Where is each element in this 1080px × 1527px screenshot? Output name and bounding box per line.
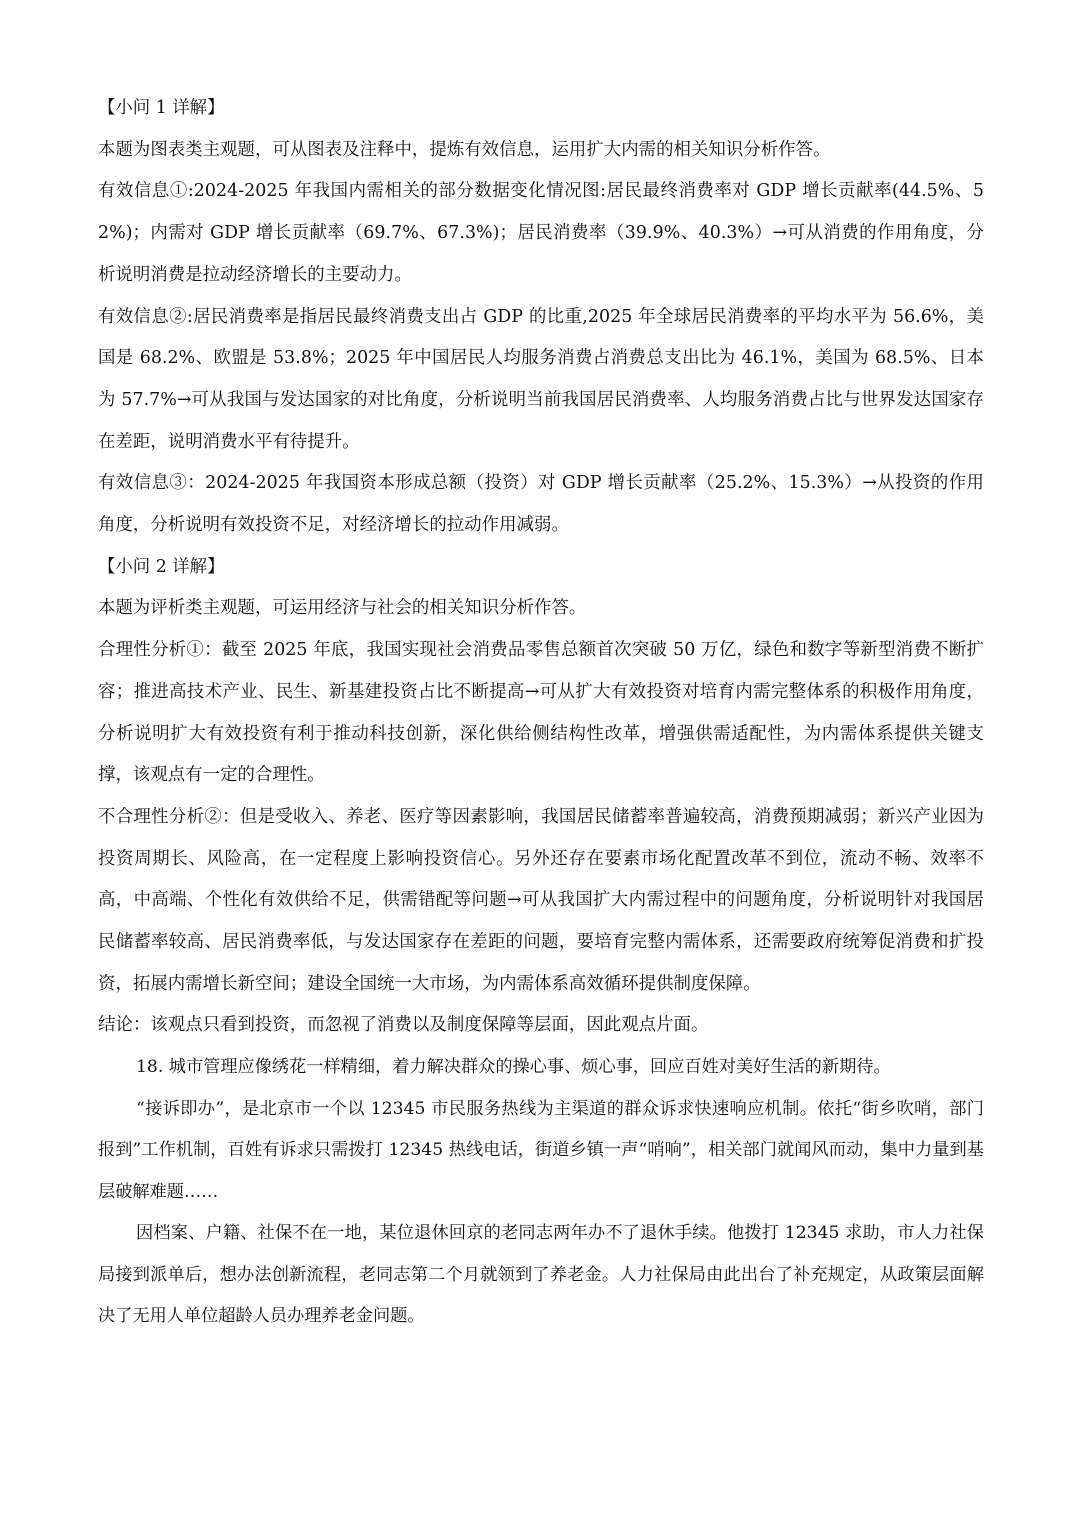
conclusion: 结论：该观点只看到投资，而忽视了消费以及制度保障等层面，因此观点片面。 [98, 1015, 709, 1036]
valid-info-1: 有效信息①:2024-2025 年我国内需相关的部分数据变化情况图:居民最终消费率对 GDP 增长贡献率(44.5%、52%)；内需对 GDP 增长贡献率（69.7%、67.3%)；居民消费率（39.9%、40.3%）→可从消费的作用角度，分析说明消费是拉动经济增长的主要动力。 [98, 181, 984, 285]
sub-question-2-heading: 【小问 2 详解】 [98, 556, 225, 577]
question-18-intro: 18. 城市管理应像绣花一样精细，着力解决群众的操心事、烦心事，回应百姓对美好生活的新期待。 [136, 1057, 891, 1078]
reasonable-analysis: 合理性分析①：截至 2025 年底，我国实现社会消费品零售总额首次突破 50 万亿，绿色和数字等新型消费不断扩容；推进高技术产业、民生、新基建投资占比不断提高→可从扩大有效投资对培育内需完整体系的积极作用角度，分析说明扩大有效投资有利于推动科技创新，深化供给侧结构性改革，增强供需适配性，为内需体系提供关键支撑，该观点有一定的合理性。 [98, 640, 984, 786]
question-18-material-1: “接诉即办”，是北京市一个以 12345 市民服务热线为主渠道的群众诉求快速响应机制。依托“街乡吹哨，部门报到”工作机制，百姓有诉求只需拨打 12345 热线电话，街道乡镇一声“哨响”，相关部门就闻风而动，集中力量到基层破解难题…… [98, 1098, 984, 1202]
sub-question-2-intro: 本题为评析类主观题，可运用经济与社会的相关知识分析作答。 [98, 598, 587, 619]
sub-question-1-intro: 本题为图表类主观题，可从图表及注释中，提炼有效信息，运用扩大内需的相关知识分析作答。 [98, 139, 831, 160]
sub-question-1-section [98, 88, 984, 547]
question-18-section [98, 1047, 984, 1338]
sub-question-1-heading: 【小问 1 详解】 [98, 98, 225, 118]
valid-info-3: 有效信息③：2024-2025 年我国资本形成总额（投资）对 GDP 增长贡献率（25.2%、15.3%）→从投资的作用角度，分析说明有效投资不足，对经济增长的拉动作用减弱。 [98, 473, 984, 536]
document-page [98, 88, 984, 1338]
valid-info-2: 有效信息②:居民消费率是指居民最终消费支出占 GDP 的比重,2025 年全球居民消费率的平均水平为 56.6%，美国是 68.2%、欧盟是 53.8%；2025 年中国居民人均服务消费占消费总支出比为 46.1%，美国为 68.5%、日本为 57.7%→可从我国与发达国家的对比角度，分析说明当前我国居民消费率、人均服务消费占比与世界发达国家存在差距，说明消费水平有待提升。 [98, 306, 984, 452]
unreasonable-analysis: 不合理性分析②：但是受收入、养老、医疗等因素影响，我国居民储蓄率普遍较高，消费预期减弱；新兴产业因为投资周期长、风险高，在一定程度上影响投资信心。另外还存在要素市场化配置改革不到位，流动不畅、效率不高，中高端、个性化有效供给不足，供需错配等问题→可从我国扩大内需过程中的问题角度，分析说明针对我国居民储蓄率较高、居民消费率低，与发达国家存在差距的问题，要培育完整内需体系，还需要政府统筹促消费和扩投资，拓展内需增长新空间；建设全国统一大市场，为内需体系高效循环提供制度保障。 [98, 806, 984, 994]
sub-question-2-section [98, 547, 984, 1047]
question-18-material-2: 因档案、户籍、社保不在一地，某位退休回京的老同志两年办不了退休手续。他拨打 12345 求助，市人力社保局接到派单后，想办法创新流程，老同志第二个月就领到了养老金。人力社保局由此出台了补充规定，从政策层面解决了无用人单位超龄人员办理养老金问题。 [98, 1223, 984, 1327]
